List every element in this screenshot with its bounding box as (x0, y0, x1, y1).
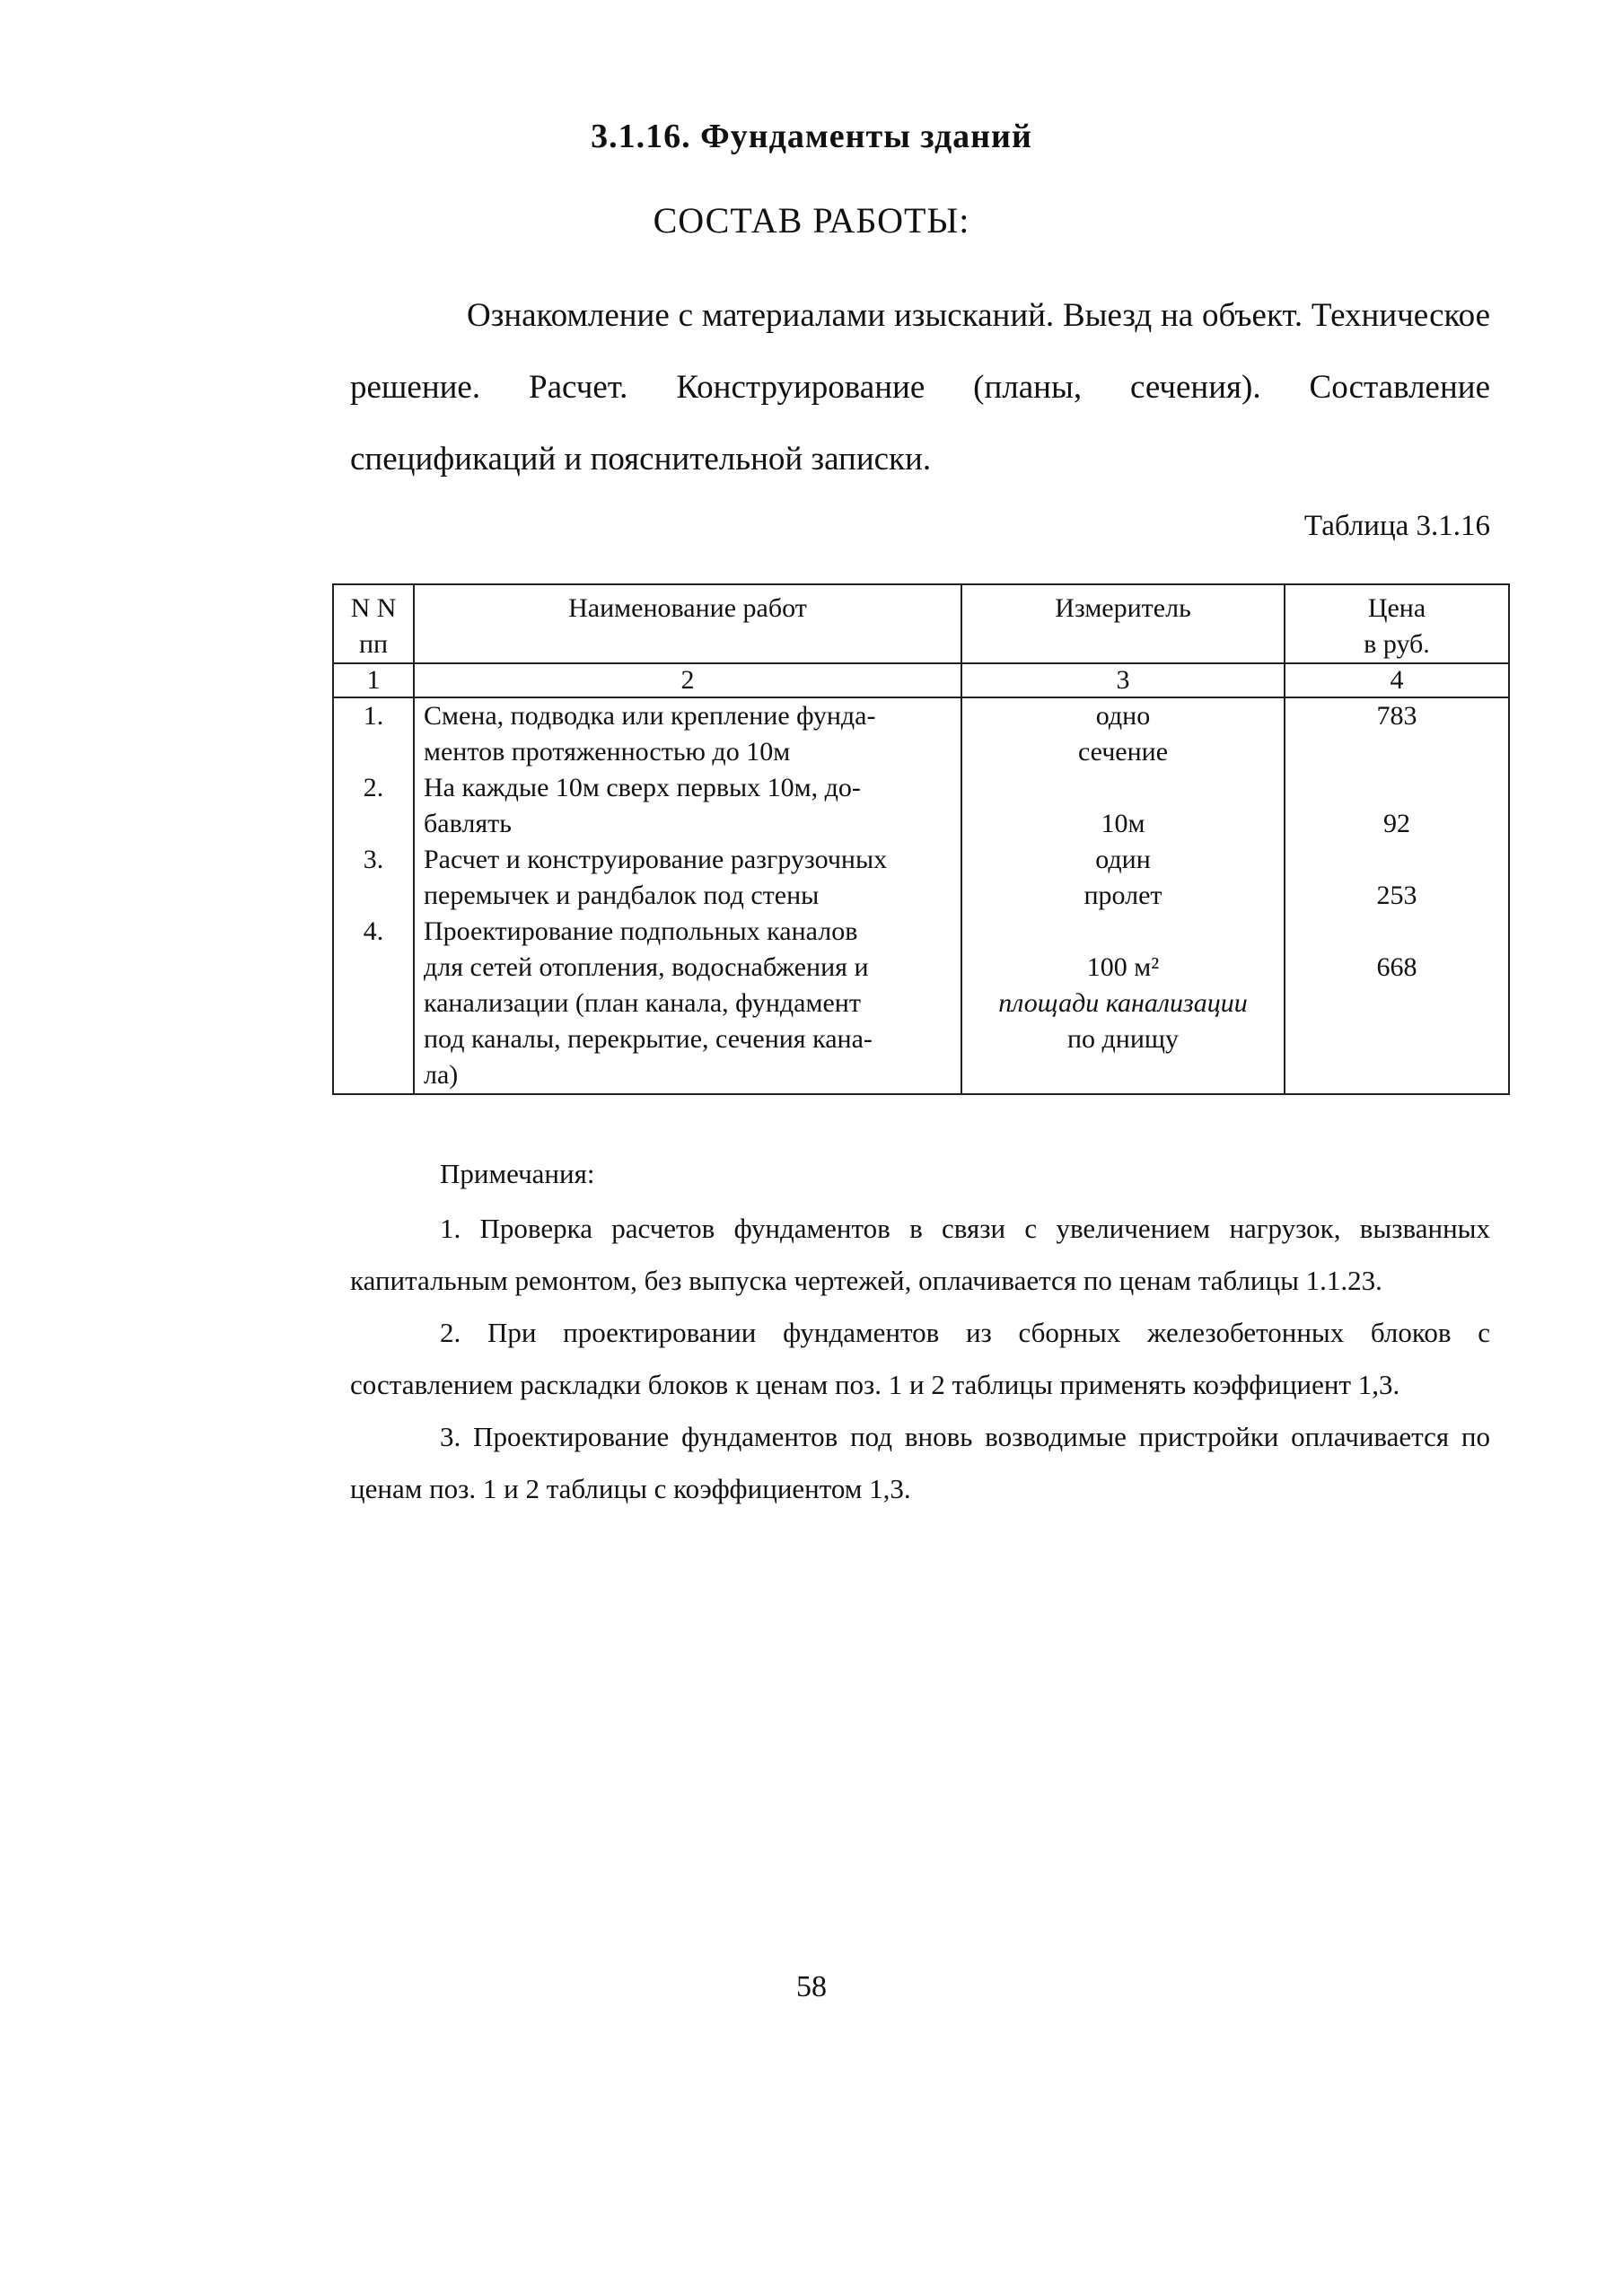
work-name-line: бавлять (424, 809, 512, 838)
price-value (1294, 986, 1499, 1021)
unit-line: одно (1095, 701, 1151, 731)
unit-line: 10м (1101, 809, 1145, 838)
num-column (333, 697, 414, 1094)
row-number: 3. (363, 845, 384, 874)
row-number (343, 734, 404, 770)
row-number (343, 950, 404, 986)
price-value: 668 (1376, 952, 1417, 982)
unit-line (971, 914, 1275, 950)
header-name (414, 584, 961, 663)
header-unit-line-1: Измеритель (1055, 593, 1191, 623)
name-column (414, 697, 961, 1094)
work-name-line: ментов протяженностью до 10м (424, 737, 791, 767)
header-num-line-1: N N (350, 593, 397, 623)
header-num-line-2: пп (358, 629, 389, 659)
unit-line: площади канализации (998, 988, 1248, 1018)
work-name-line: перемычек и рандбалок под стены (424, 881, 820, 910)
unit-line: сечение (1077, 737, 1169, 767)
table-caption: Таблица 3.1.16 (1303, 510, 1490, 542)
price-column (1285, 697, 1509, 1094)
work-name-line: На каждые 10м сверх первых 10м, до- (424, 773, 861, 802)
work-name-line: ла) (424, 1060, 459, 1090)
work-name-line: под каналы, перекрытие, сечения кана- (424, 1024, 873, 1054)
row-number (343, 1057, 404, 1093)
work-name-line: Расчет и конструирование разгрузочных (424, 845, 888, 874)
unit-column (961, 697, 1285, 1094)
row-number: 4. (363, 916, 384, 946)
unit-line: 100 м² (1086, 952, 1160, 982)
row-number: 1. (363, 701, 384, 731)
unit-line (971, 770, 1275, 806)
column-number-row (333, 663, 1509, 697)
column-number: 4 (1285, 663, 1509, 697)
price-value (1294, 734, 1499, 770)
header-price (1285, 584, 1509, 663)
work-name-line: Смена, подводка или крепление фунда- (424, 701, 876, 731)
composition-heading: СОСТАВ РАБОТЫ: (653, 200, 970, 241)
note-item: 1. Проверка расчетов фундаментов в связи с увеличением нагрузок, вызванных капитальным ремонтом, без выпуска чертежей, оплачивается по ценам таблицы 1.1.23. (350, 1213, 1490, 1296)
price-value: 783 (1376, 701, 1417, 731)
table-body-row (333, 697, 1509, 1094)
row-number (343, 878, 404, 914)
unit-line: пролет (1083, 881, 1162, 910)
header-price-line-1: Цена (1367, 593, 1426, 623)
column-number: 3 (961, 663, 1285, 697)
work-name-line: для сетей отопления, водоснабжения и (424, 952, 869, 982)
section-heading: 3.1.16. Фундаменты зданий (591, 118, 1032, 155)
price-value (1294, 842, 1499, 878)
price-value (1294, 1021, 1499, 1057)
row-number (343, 986, 404, 1021)
header-price-line-2: в руб. (1364, 629, 1430, 659)
row-number (343, 1021, 404, 1057)
unit-line: по днищу (1066, 1024, 1180, 1054)
notes-title: Примечания: (440, 1158, 595, 1189)
note-item: 2. При проектировании фундаментов из сборных железобетонных блоков с составлением раскладки блоков к ценам поз. 1 и 2 таблицы применять коэффициент 1,3. (350, 1317, 1490, 1400)
row-number (343, 806, 404, 842)
header-num (333, 584, 414, 663)
price-value (1294, 914, 1499, 950)
work-name-line: канализации (план канала, фундамент (424, 988, 861, 1018)
price-value (1294, 1057, 1499, 1093)
page-number: 58 (796, 1970, 827, 2003)
unit-line: один (1095, 845, 1151, 874)
unit-line (971, 1057, 1275, 1093)
column-number: 2 (414, 663, 961, 697)
price-value (1294, 770, 1499, 806)
column-number: 1 (333, 663, 414, 697)
header-unit (961, 584, 1285, 663)
header-name-line-1: Наименование работ (568, 593, 807, 623)
table-header-row (333, 584, 1509, 663)
work-name-line: Проектирование подпольных каналов (424, 916, 858, 946)
price-table (332, 583, 1510, 1095)
row-number: 2. (363, 773, 384, 802)
price-value: 253 (1376, 881, 1417, 910)
composition-text: Ознакомление с материалами изысканий. Выезд на объект. Техническое решение. Расчет. Конструирование (планы, сечения). Составление спецификаций и пояснительной записки. (350, 297, 1490, 478)
price-value: 92 (1383, 809, 1410, 838)
note-item: 3. Проектирование фундаментов под вновь возводимые пристройки оплачивается по ценам поз. 1 и 2 таблицы с коэффициентом 1,3. (350, 1421, 1490, 1504)
